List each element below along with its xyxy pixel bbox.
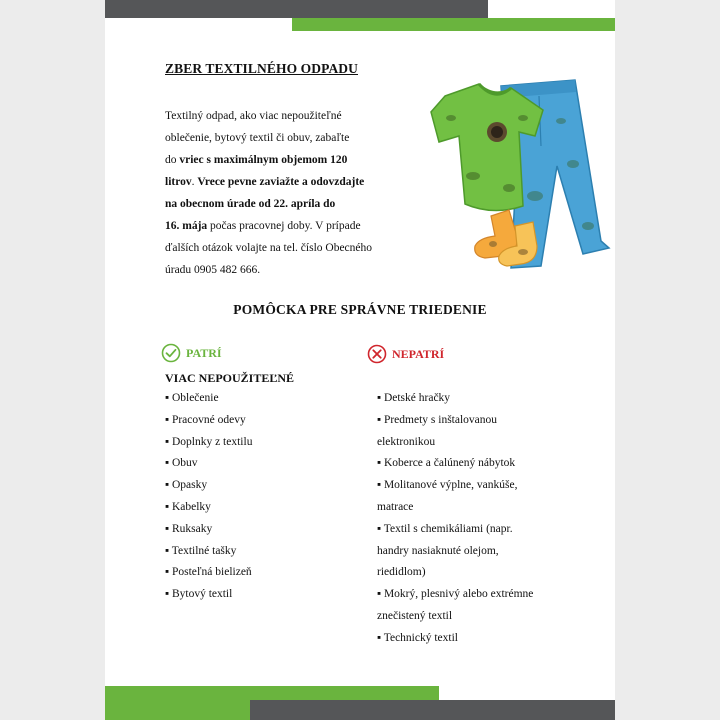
list-item: ▪ Koberce a čalúnený nábytok	[377, 457, 516, 470]
list-item: ▪ Predmety s inštalovanou	[377, 413, 498, 426]
intro-bold: na obecnom úrade od 22. apríla do	[165, 198, 336, 210]
document-page	[105, 0, 615, 720]
list-item: elektronikou	[377, 435, 436, 448]
page-title: ZBER TEXTILNÉHO ODPADU	[165, 61, 358, 76]
not-belongs-list	[377, 388, 557, 650]
belongs-list	[165, 388, 355, 606]
intro-line: do	[165, 154, 180, 166]
list-item: ▪ Pracovné odevy	[165, 413, 246, 426]
list-item: ▪ Textilné tašky	[165, 544, 237, 557]
intro-bold: Vrece pevne zaviažte a odovzdajte	[197, 176, 365, 188]
list-item: ▪ Kabelky	[165, 500, 211, 513]
list-item: ▪ Detské hračky	[377, 392, 451, 404]
bottom-dark-bar	[250, 700, 615, 720]
intro-bold: 16. mája	[165, 220, 208, 232]
intro-line: úradu 0905 482 666.	[165, 264, 261, 276]
not-belongs-heading	[367, 344, 444, 364]
list-item: ▪ Textil s chemikáliami (napr.	[377, 522, 513, 535]
list-item: ▪ Oblečenie	[165, 392, 219, 404]
intro-line: Textilný odpad, ako viac nepoužiteľné	[165, 110, 342, 122]
intro-line: oblečenie, bytový textil či obuv, zabaľte	[165, 132, 350, 144]
section-title: POMÔCKA PRE SPRÁVNE TRIEDENIE	[233, 302, 487, 317]
intro-bold: litrov	[165, 176, 192, 188]
list-item: matrace	[377, 500, 414, 513]
intro-paragraph	[165, 105, 395, 281]
belongs-subheading: VIAC NEPOUŽITEĽNÉ	[165, 371, 295, 385]
list-item: ▪ Doplnky z textilu	[165, 435, 253, 448]
not-belongs-label: NEPATRÍ	[392, 346, 445, 361]
intro-line: počas pracovnej doby. V prípade	[207, 220, 361, 232]
intro-bold: vriec s maximálnym objemom 120	[179, 154, 348, 166]
dirty-clothes-illustration	[423, 76, 613, 276]
list-item: ▪ Obuv	[165, 457, 198, 470]
list-item: ▪ Molitanové výplne, vankúše,	[377, 479, 518, 492]
list-item: handry nasiaknuté olejom,	[377, 544, 499, 557]
intro-line: ďalších otázok volajte na tel. číslo Obecného	[165, 242, 373, 254]
top-green-bar	[292, 18, 615, 31]
check-circle-icon	[161, 343, 181, 363]
top-dark-bar	[105, 0, 488, 18]
list-item: ▪ Technický textil	[377, 631, 458, 644]
list-item: riedidlom)	[377, 566, 426, 579]
belongs-heading	[161, 343, 222, 363]
intro-line: .	[191, 176, 198, 188]
list-item: ▪ Mokrý, plesnivý alebo extrémne	[377, 588, 534, 601]
list-item: znečistený textil	[377, 609, 453, 622]
x-circle-icon	[367, 344, 387, 364]
list-item: ▪ Opasky	[165, 479, 208, 492]
belongs-label: PATRÍ	[186, 345, 222, 360]
list-item: ▪ Bytový textil	[165, 588, 233, 601]
list-item: ▪ Ruksaky	[165, 522, 213, 535]
list-item: ▪ Posteľná bielizeň	[165, 566, 252, 579]
